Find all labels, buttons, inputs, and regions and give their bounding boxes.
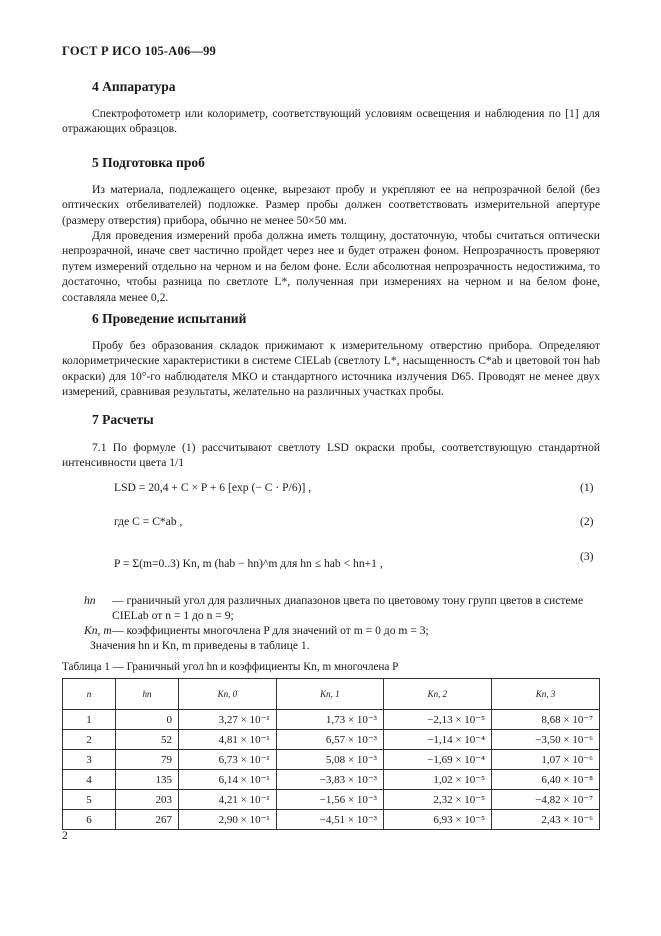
- column-header-kn3: Kn, 3: [491, 679, 599, 710]
- column-header-kn0: Kn, 0: [179, 679, 277, 710]
- formula-1-number: (1): [580, 481, 594, 494]
- formula-1: LSD = 20,4 + C × P + 6 [exp (− C · P/6)] ,: [114, 481, 312, 494]
- cell-kn2: 6,93 × 10⁻⁵: [383, 810, 491, 830]
- cell-n: 2: [63, 730, 116, 750]
- cell-kn3: 2,43 × 10⁻⁶: [491, 810, 599, 830]
- cell-kn2: −1,69 × 10⁻⁴: [383, 750, 491, 770]
- cell-n: 1: [63, 710, 116, 730]
- cell-kn1: 1,73 × 10⁻³: [276, 710, 383, 730]
- cell-n: 3: [63, 750, 116, 770]
- column-header-kn2: Kn, 2: [383, 679, 491, 710]
- formula-2: где C = C*ab ,: [114, 515, 183, 528]
- section-5-paragraph-1: Из материала, подлежащего оценке, вырезают пробу и укрепляют ее на непрозрачной белой (без оптических отбеливателей) подложке. Размер пробы должен соответствовать измерительной апертуре (размеру отверстия) прибора, обычно не менее 50×50 мм.: [62, 183, 600, 227]
- table-header-row: [63, 679, 600, 710]
- cell-kn0: 3,27 × 10⁻¹: [179, 710, 277, 730]
- running-head: ГОСТ Р ИСО 105-А06—99: [62, 44, 217, 58]
- column-header-n: n: [63, 679, 116, 710]
- cell-kn0: 4,21 × 10⁻¹: [179, 790, 277, 810]
- formula-3: P = Σ(m=0..3) Kn, m (hab − hn)^m для hn ≤ hab < hn+1 ,: [114, 557, 383, 570]
- cell-n: 6: [63, 810, 116, 830]
- cell-kn0: 2,90 × 10⁻¹: [179, 810, 277, 830]
- cell-hn: 52: [116, 730, 179, 750]
- section-4-heading: 4 Аппаратура: [92, 79, 176, 94]
- cell-hn: 203: [116, 790, 179, 810]
- definition-row: [62, 623, 602, 638]
- cell-n: 4: [63, 770, 116, 790]
- table-row: [63, 730, 600, 750]
- cell-kn1: −4,51 × 10⁻³: [276, 810, 383, 830]
- cell-kn1: −1,56 × 10⁻³: [276, 790, 383, 810]
- cell-kn3: −3,50 × 10⁻⁶: [491, 730, 599, 750]
- section-7-heading: 7 Расчеты: [92, 412, 154, 427]
- definition-text: — коэффициенты многочлена P для значений от m = 0 до m = 3;: [112, 624, 429, 637]
- cell-kn2: −1,14 × 10⁻⁴: [383, 730, 491, 750]
- cell-n: 5: [63, 790, 116, 810]
- cell-kn0: 6,14 × 10⁻¹: [179, 770, 277, 790]
- symbol-definitions: [62, 593, 602, 653]
- cell-hn: 267: [116, 810, 179, 830]
- cell-kn1: 6,57 × 10⁻³: [276, 730, 383, 750]
- section-4-text: Спектрофотометр или колориметр, соответствующий условиям освещения и наблюдения по [1] для отражающих образцов.: [62, 107, 600, 136]
- formula-3-number: (3): [580, 550, 594, 563]
- section-5-heading: 5 Подготовка проб: [92, 155, 205, 170]
- cell-kn3: −4,82 × 10⁻⁷: [491, 790, 599, 810]
- coefficients-table: [62, 678, 600, 830]
- table-row: [63, 790, 600, 810]
- table-row: [63, 770, 600, 790]
- table-row: [63, 750, 600, 770]
- table-row: [63, 710, 600, 730]
- section-7-intro: 7.1 По формуле (1) рассчитывают светлоту LSD окраски пробы, соответствующую стандартной интенсивности цвета 1/1: [62, 441, 600, 470]
- page-number: 2: [62, 829, 68, 842]
- values-note: Значения hn и Kn, m приведены в таблице 1.: [90, 639, 310, 652]
- definition-text: — граничный угол для различных диапазонов цвета по цветовому тону групп цветов в системе CIELab от n = 1 до n = 9;: [112, 594, 584, 622]
- section-6-text: Пробу без образования складок прижимают к измерительному отверстию прибора. Определяют колориметрические характеристики в системе CIELab (светлоту L*, насыщенность C*ab и цветовой тон hab окраски) для 10°-го наблюдателя МКО и стандартного источника излучения D65. Проводят не менее двух измерений, сравнивая результаты, желательно на различных участках пробы.: [62, 339, 600, 399]
- table-row: [63, 810, 600, 830]
- cell-kn3: 1,07 × 10⁻⁶: [491, 750, 599, 770]
- cell-kn2: −2,13 × 10⁻⁵: [383, 710, 491, 730]
- cell-kn0: 4,81 × 10⁻¹: [179, 730, 277, 750]
- cell-hn: 135: [116, 770, 179, 790]
- table-caption: Таблица 1 — Граничный угол hn и коэффициенты Kn, m многочлена P: [62, 661, 399, 673]
- cell-kn1: 5,08 × 10⁻³: [276, 750, 383, 770]
- formula-2-number: (2): [580, 515, 594, 528]
- column-header-hn: hn: [116, 679, 179, 710]
- section-5-paragraph-2: Для проведения измерений проба должна иметь толщину, достаточную, чтобы считаться оптически непрозрачной, иначе свет частично пройдет через нее и будет отражен фоном. Непрозрачность проверяют путем измерений отдельно на черном и на белом фоне. Если абсолютная непрозрачность недостижима, то достаточно, чтобы разница по светлоте L*, полученная при измерениях на черном и на белом фоне, составляла менее 0,2.: [62, 229, 600, 304]
- cell-kn1: −3,83 × 10⁻³: [276, 770, 383, 790]
- definition-symbol: Kn, m: [84, 624, 112, 637]
- definition-symbol: hn: [84, 594, 96, 607]
- cell-kn3: 6,40 × 10⁻⁸: [491, 770, 599, 790]
- column-header-kn1: Kn, 1: [276, 679, 383, 710]
- cell-hn: 79: [116, 750, 179, 770]
- cell-kn3: 8,68 × 10⁻⁷: [491, 710, 599, 730]
- definition-row: [62, 593, 602, 623]
- cell-kn0: 6,73 × 10⁻¹: [179, 750, 277, 770]
- cell-hn: 0: [116, 710, 179, 730]
- section-6-heading: 6 Проведение испытаний: [92, 311, 247, 326]
- cell-kn2: 2,32 × 10⁻⁵: [383, 790, 491, 810]
- cell-kn2: 1,02 × 10⁻⁵: [383, 770, 491, 790]
